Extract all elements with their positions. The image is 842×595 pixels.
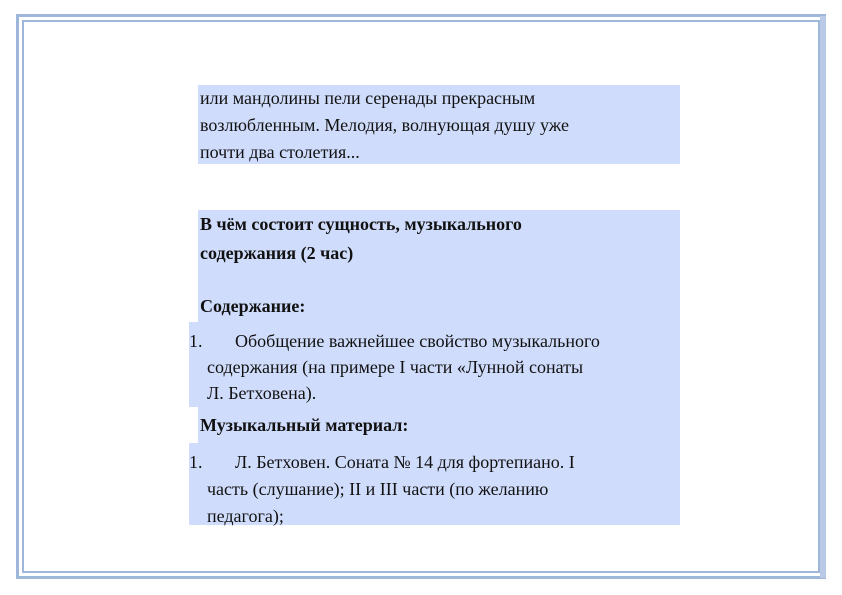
list-item-line: Л. Бетховена).: [207, 383, 317, 403]
content-list: [189, 322, 680, 407]
material-label: Музыкальный материал:: [198, 407, 680, 443]
intro-line: или мандолины пели серенады прекрасным: [200, 88, 536, 108]
list-item: [189, 443, 680, 530]
list-number: 1.: [189, 331, 203, 351]
list-item-first-line: Обобщение важнейшее свойство музыкального: [235, 331, 600, 351]
list-item-first-line: Л. Бетховен. Соната № 14 для фортепиано. I: [235, 452, 575, 472]
material-list: [189, 443, 680, 525]
content-label: Содержание:: [200, 296, 306, 316]
list-item: [189, 322, 680, 406]
list-item-line: содержания (на примере I части «Лунной сонаты: [207, 357, 584, 377]
lesson-heading-line: содержания (2 час): [200, 243, 354, 263]
list-number: 1.: [189, 452, 203, 472]
lesson-section: [198, 210, 680, 327]
intro-line: почти два столетия...: [200, 142, 360, 162]
list-item-line: педагога);: [207, 506, 284, 526]
intro-paragraph: [198, 85, 680, 164]
lesson-heading-line: В чём состоит сущность, музыкального: [200, 214, 522, 234]
page-border-accent: [820, 16, 826, 578]
list-item-line: часть (слушание); II и III части (по желанию: [207, 479, 549, 499]
intro-line: возлюбленным. Мелодия, волнующая душу уже: [200, 115, 569, 135]
